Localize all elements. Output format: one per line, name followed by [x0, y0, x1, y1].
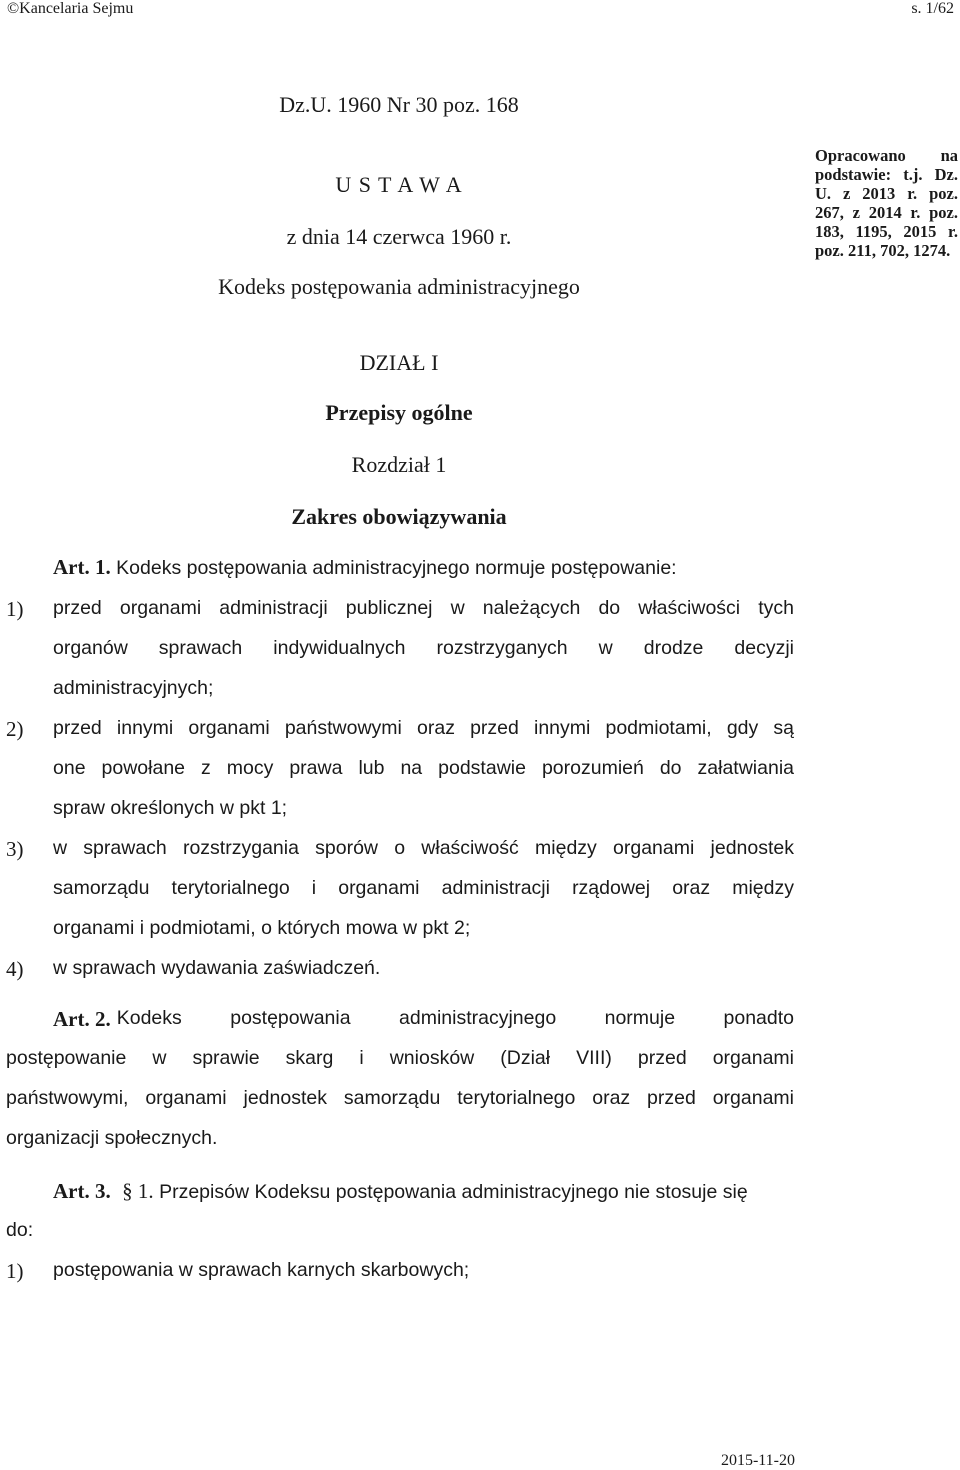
- source-label: ©Kancelaria Sejmu: [7, 0, 134, 17]
- article-text-line: do:: [6, 1219, 34, 1241]
- list-item-line: administracyjnych;: [53, 677, 214, 699]
- act-date: z dnia 14 czerwca 1960 r.: [286, 224, 512, 249]
- journal-reference: Dz.U. 1960 Nr 30 poz. 168: [279, 92, 519, 117]
- source-note: Opracowano na podstawie: t.j. Dz. U. z 2013 r. poz. 267, z 2014 r. poz. 183, 1195, 2015 r. poz. 211, 702, 1274.: [815, 146, 958, 260]
- section-heading: DZIAŁ I: [359, 350, 439, 375]
- chapter-heading: Rozdział 1: [351, 452, 447, 477]
- act-type: U S T A W A: [335, 172, 463, 197]
- article-text-line: postępowanie w sprawie skarg i wniosków (Dział VIII) przed organami: [6, 1047, 794, 1069]
- footer-date: 2015-11-20: [720, 1452, 795, 1469]
- article-3-intro: [53, 1179, 748, 1204]
- article-text: Kodeks postępowania administracyjnego normuje postępowanie:: [116, 557, 677, 579]
- list-item-number: 1): [6, 597, 24, 621]
- list-item-line: organów sprawach indywidualnych rozstrzyganych w drodze decyzji: [53, 637, 794, 659]
- paragraph-label: § 1.: [122, 1179, 154, 1203]
- article-label: Art. 2.: [53, 1007, 111, 1031]
- list-item-line: w sprawach wydawania zaświadczeń.: [53, 957, 381, 979]
- article-label: Art. 3.: [53, 1179, 111, 1203]
- list-item-number: 3): [6, 837, 24, 861]
- article-1-intro: [53, 555, 677, 580]
- article-text: Kodeks postępowania administracyjnego normuje ponadto: [116, 1007, 794, 1029]
- list-item-line: spraw określonych w pkt 1;: [53, 797, 288, 819]
- article-label: Art. 1.: [53, 555, 111, 579]
- list-item-line: one powołane z mocy prawa lub na podstawie porozumień do załatwiania: [53, 757, 794, 779]
- article-text-line: państwowymi, organami jednostek samorządu terytorialnego oraz przed organami: [6, 1087, 794, 1109]
- list-item-number: 4): [6, 957, 24, 981]
- list-item-number: 1): [6, 1259, 24, 1283]
- article-2-first-line: [53, 1007, 794, 1032]
- article-text: Przepisów Kodeksu postępowania administracyjnego nie stosuje się: [159, 1181, 748, 1203]
- list-item-line: w sprawach rozstrzygania sporów o właściwość między organami jednostek: [53, 837, 794, 859]
- article-text-line: organizacji społecznych.: [6, 1127, 218, 1149]
- list-item-number: 2): [6, 717, 24, 741]
- act-name: Kodeks postępowania administracyjnego: [218, 274, 580, 299]
- list-item-line: postępowania w sprawach karnych skarbowych;: [53, 1259, 470, 1281]
- chapter-title: Zakres obowiązywania: [291, 504, 507, 529]
- page-number: s. 1/62: [911, 0, 954, 17]
- list-item-line: przed innymi organami państwowymi oraz przed innymi podmiotami, gdy są: [53, 717, 794, 739]
- list-item-line: organami i podmiotami, o których mowa w pkt 2;: [53, 917, 471, 939]
- list-item-line: samorządu terytorialnego i organami administracji rządowej oraz między: [53, 877, 794, 899]
- list-item-line: przed organami administracji publicznej w należących do właściwości tych: [53, 597, 794, 619]
- section-title: Przepisy ogólne: [325, 400, 473, 425]
